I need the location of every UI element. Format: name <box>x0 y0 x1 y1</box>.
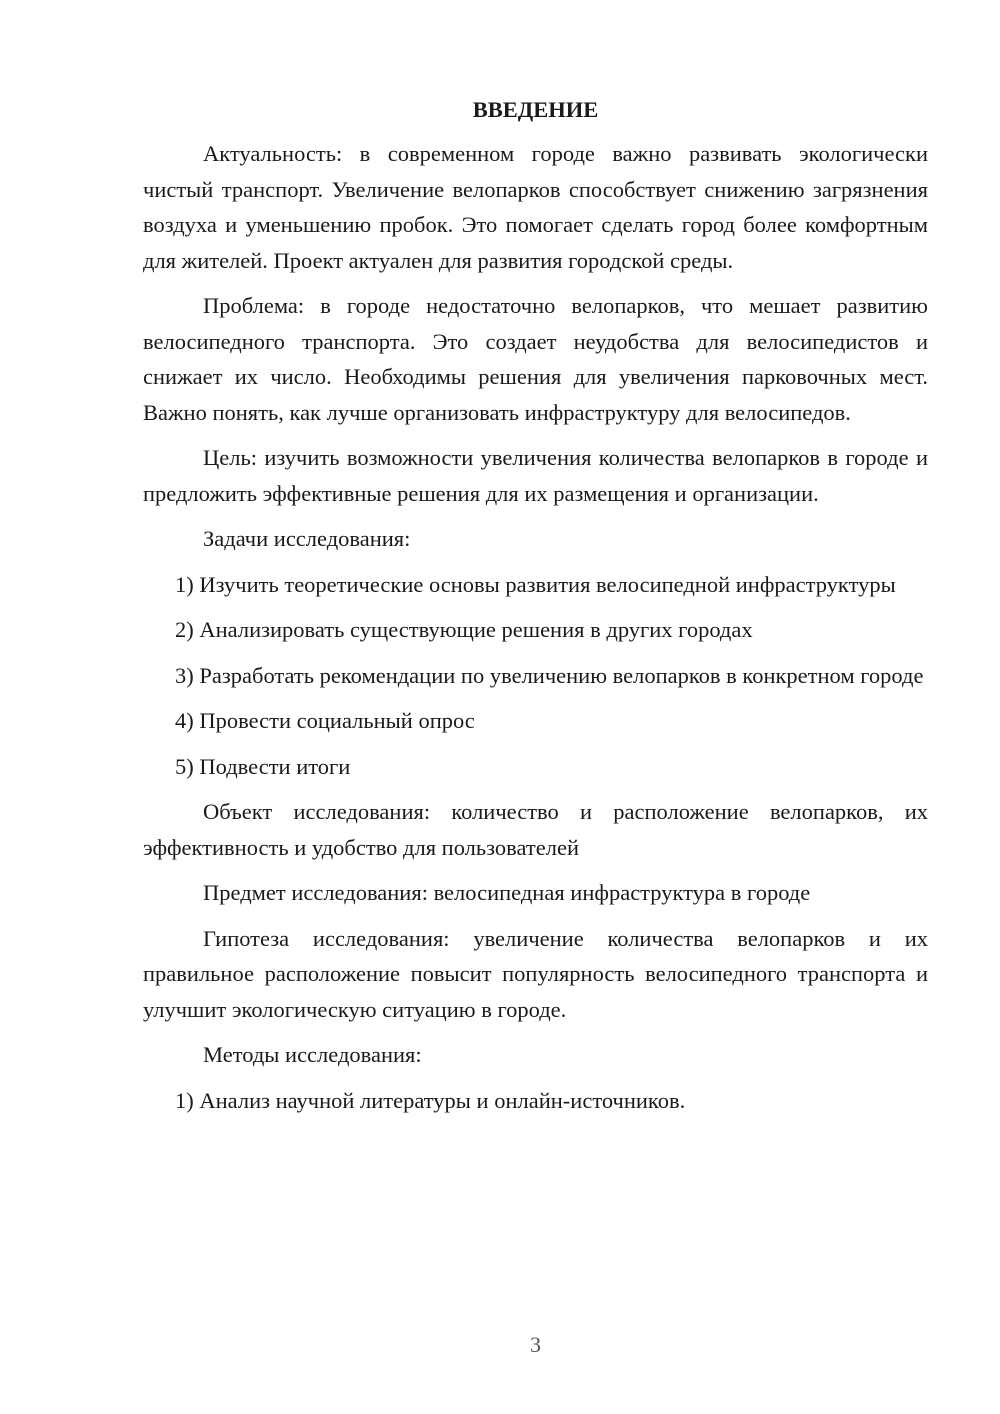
task-item: 4) Провести социальный опрос <box>175 708 475 733</box>
object-paragraph: Объект исследования: количество и расположение велопарков, их эффективность и удобство для пользователей <box>143 799 928 860</box>
task-item: 5) Подвести итоги <box>175 753 351 779</box>
tasks-heading: Задачи исследования: <box>203 526 411 551</box>
section-title: ВВЕДЕНИЕ <box>472 97 599 122</box>
document-page <box>143 92 928 1128</box>
methods-list <box>143 1083 928 1119</box>
task-item: 1) Изучить теоретические основы развития велосипедной инфраструктуры <box>175 571 896 597</box>
subject-paragraph: Предмет исследования: велосипедная инфраструктура в городе <box>203 880 811 905</box>
page-number: 3 <box>530 1332 541 1357</box>
goal-paragraph: Цель: изучить возможности увеличения количества велопарков в городе и предложить эффективные решения для их размещения и организации. <box>143 445 928 506</box>
tasks-list <box>143 567 928 785</box>
relevance-paragraph: Актуальность: в современном городе важно развивать экологически чистый транспорт. Увеличение велопарков способствует снижению загрязнения воздуха и уменьшению пробок. Это помогает сделать город более комфортным для жителей. Проект актуален для развития городской среды. <box>143 141 928 273</box>
hypothesis-paragraph: Гипотеза исследования: увеличение количества велопарков и их правильное расположение повысит популярность велосипедного транспорта и улучшит экологическую ситуацию в городе. <box>143 925 928 1022</box>
method-item: 1) Анализ научной литературы и онлайн-источников. <box>175 1087 686 1113</box>
task-item: 3) Разработать рекомендации по увеличению велопарков в конкретном городе <box>175 662 924 688</box>
task-item: 2) Анализировать существующие решения в других городах <box>175 617 753 642</box>
methods-heading: Методы исследования: <box>203 1042 422 1067</box>
problem-paragraph: Проблема: в городе недостаточно велопарков, что мешает развитию велосипедного транспорта. Это создает неудобства для велосипедистов и снижает их число. Необходимы решения для увеличения парковочных мест. Важно понять, как лучше организовать инфраструктуру для велосипедов. <box>143 293 928 425</box>
